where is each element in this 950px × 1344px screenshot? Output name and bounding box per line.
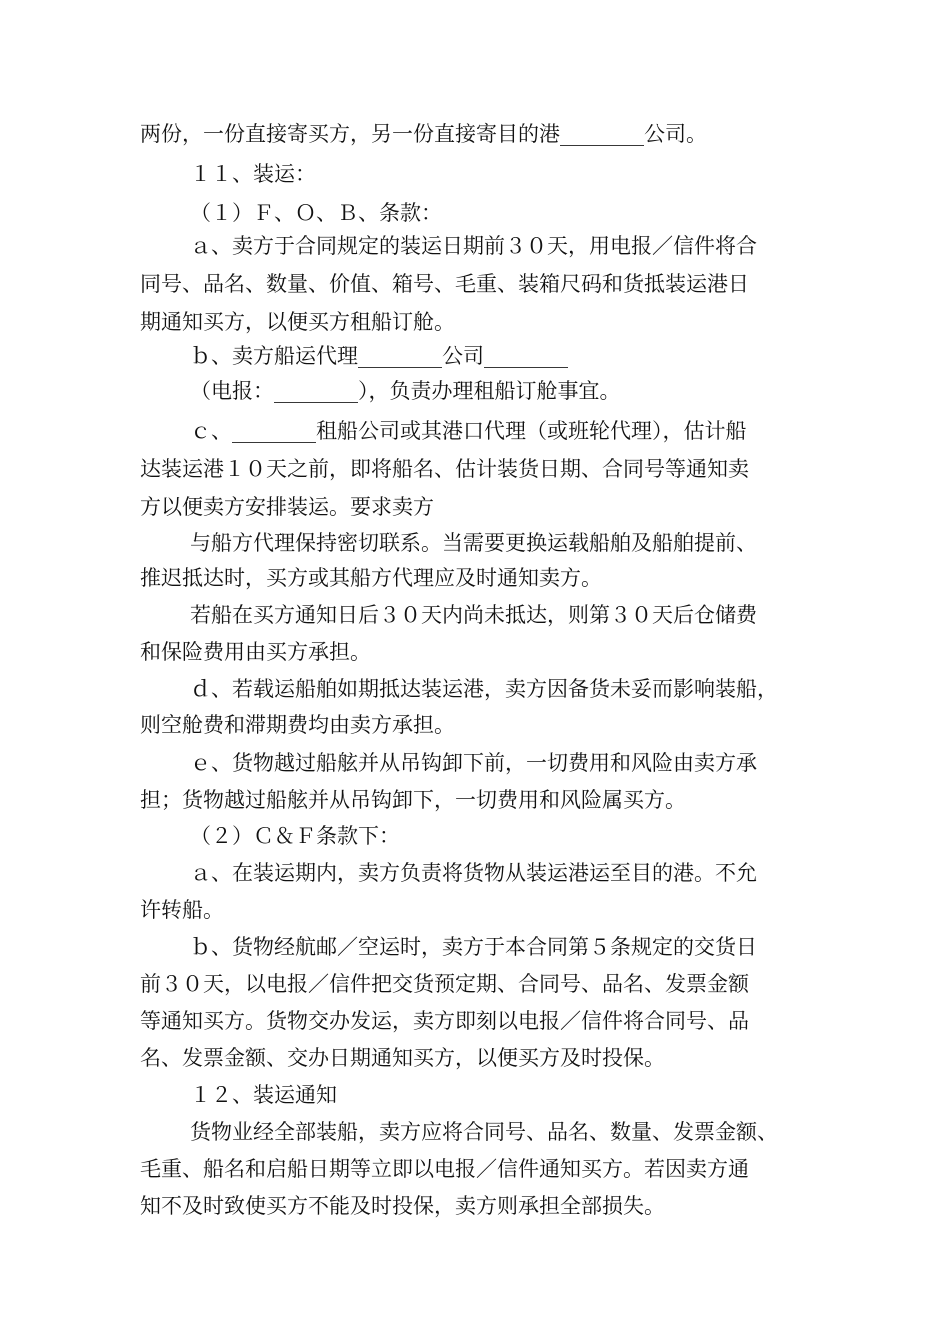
text-line: 等通知买方。货物交办发运，卖方即刻以电报／信件将合同号、品 (140, 1009, 749, 1033)
text-line: ａ、卖方于合同规定的装运日期前３０天，用电报／信件将合 (190, 234, 757, 258)
text-line: ｂ、货物经航邮／空运时，卖方于本合同第５条规定的交货日 (190, 935, 757, 959)
text-line: ｄ、若载运船舶如期抵达装运港，卖方因备货未妥而影响装船， (190, 677, 778, 701)
text-line: ｃ、________租船公司或其港口代理（或班轮代理），估计船 (190, 419, 747, 443)
text-line: 两份，一份直接寄买方，另一份直接寄目的港________公司。 (140, 122, 707, 146)
text-line: 期通知买方，以便买方租船订舱。 (140, 310, 455, 334)
text-line: 同号、品名、数量、价值、箱号、毛重、装箱尺码和货抵装运港日 (140, 272, 749, 296)
subsection-heading: （２）Ｃ＆Ｆ条款下： (190, 824, 400, 848)
text-line: ｂ、卖方船运代理________公司________ (190, 344, 568, 368)
text-line: 许转船。 (140, 898, 224, 922)
text-line: 则空舱费和滞期费均由卖方承担。 (140, 713, 455, 737)
text-line: 若船在买方通知日后３０天内尚未抵达，则第３０天后仓储费 (190, 603, 757, 627)
text-line: （电报：________），负责办理租船订舱事宜。 (190, 379, 621, 403)
text-line: 推迟抵达时，买方或其船方代理应及时通知卖方。 (140, 566, 602, 590)
section-heading: １１、装运： (190, 162, 316, 186)
text-line: 名、发票金额、交办日期通知买方，以便买方及时投保。 (140, 1046, 665, 1070)
text-line: ｅ、货物越过船舷并从吊钩卸下前，一切费用和风险由卖方承 (190, 751, 757, 775)
text-line: 与船方代理保持密切联系。当需要更换运载船舶及船舶提前、 (190, 531, 757, 555)
text-line: 方以便卖方安排装运。要求卖方 (140, 495, 434, 519)
text-line: 和保险费用由买方承担。 (140, 640, 371, 664)
subsection-heading: （１）Ｆ、Ｏ、Ｂ、条款： (190, 201, 442, 225)
text-line: 知不及时致使买方不能及时投保，卖方则承担全部损失。 (140, 1194, 665, 1218)
text-line: 担；货物越过船舷并从吊钩卸下，一切费用和风险属买方。 (140, 788, 686, 812)
text-line: 前３０天，以电报／信件把交货预定期、合同号、品名、发票金额 (140, 972, 749, 996)
section-heading: １２、装运通知 (190, 1083, 337, 1107)
text-line: ａ、在装运期内，卖方负责将货物从装运港运至目的港。不允 (190, 861, 757, 885)
text-line: 货物业经全部装船，卖方应将合同号、品名、数量、发票金额、 (190, 1120, 778, 1144)
text-line: 达装运港１０天之前，即将船名、估计装货日期、合同号等通知卖 (140, 457, 749, 481)
text-line: 毛重、船名和启船日期等立即以电报／信件通知买方。若因卖方通 (140, 1157, 749, 1181)
